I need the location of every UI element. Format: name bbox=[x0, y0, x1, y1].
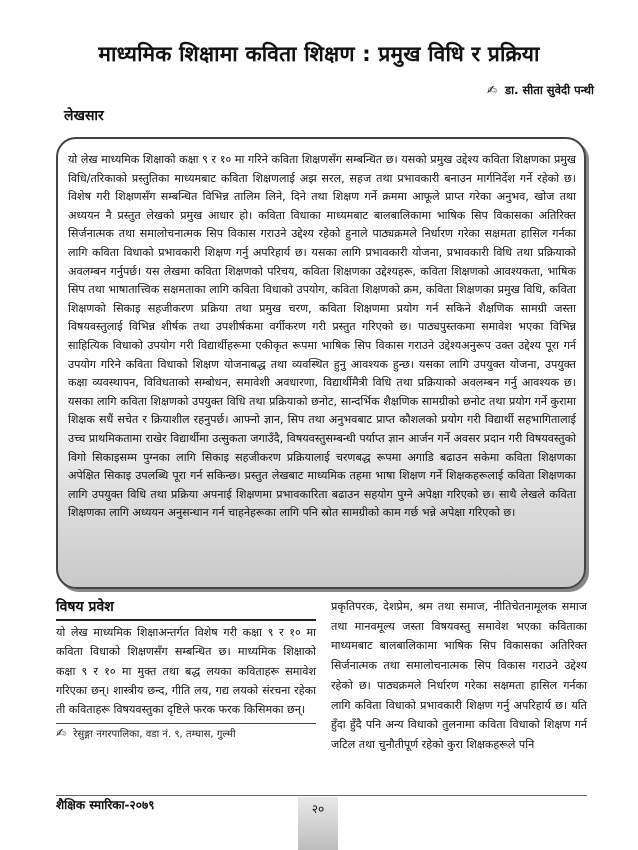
abstract-box bbox=[56, 137, 586, 589]
publication-name: शैक्षिक स्मारिका-२०७९ bbox=[56, 798, 155, 812]
pen-icon: ✍ bbox=[56, 726, 67, 741]
intro-heading: विषय प्रवेश bbox=[56, 597, 316, 621]
abstract-heading: लेखसार bbox=[64, 108, 104, 124]
author-name: डा. सीता सुवेदी पन्थी bbox=[505, 83, 594, 97]
abstract-text: यो लेख माध्यमिक शिक्षाको कक्षा ९ र १० मा गरिने कविता शिक्षणसँग सम्बन्धित छ। यसको प्रमुख उद्देश्य कविता शिक्षणका प्रमुख विधि/तरिकाको प्रस्तुतिका माध्यमबाट कविता शिक्षणलाई अझ सरल, सहज तथा प्रभावकारी बनाउन मार्गनिर्देश गर्ने रहेको छ। विशेष गरी शिक्षणसँग सम्बन्धित विभिन्न तालिम लिने, दिने तथा शिक्षण गर्ने क्रममा आफूले प्राप्त गरेका अनुभव, खोज तथा अध्ययन नै प्रस्तुत लेखको प्रमुख आधार हो। कविता विधाका माध्यमबाट बालबालिकामा भाषिक सिप विकासका अतिरिक्त सिर्जनात्मक तथा समालोचनात्मक सिप विकास गराउने उद्देश्य रहेको हुनाले पाठ्यक्रमले निर्धारण गरेका सक्षमता हासिल गर्नका लागि कविता विधाको प्रभावकारी शिक्षण गर्नु अपरिहार्य छ। यसका लागि प्रभावकारी योजना, प्रभावकारी विधि तथा प्रक्रियाको अवलम्बन गर्नुपर्छ। यस लेखमा कविता शिक्षणको परिचय, कविता शिक्षणका उद्देश्यहरू, कविता शिक्षणको आवश्यकता, भाषिक सिप तथा भाषातात्त्विक सक्षमताका लागि कविता विधाको उपयोग, कविता शिक्षणको क्रम, कविता शिक्षणका प्रमुख विधि, कविता शिक्षणको सिकाइ सहजीकरण प्रक्रिया तथा प्रमुख चरण, कविता शिक्षणमा प्रयोग गर्न सकिने शैक्षणिक सामग्री जस्ता विषयवस्तुलाई विभिन्न शीर्षक तथा उपशीर्षकमा वर्गीकरण गरी प्रस्तुत गरिएको छ। पाठ्यपुस्तकमा समावेश भएका विभिन्न साहित्यिक विधाको उपयोग गरी विद्यार्थीहरूमा एकीकृत रूपमा भाषिक सिप विकास गराउने उद्देश्यअनुरूप उक्त उद्देश्य पूरा गर्न उपयोग गरिने कविता विधाको शिक्षण योजनाबद्ध तथा व्यवस्थित हुनु आवश्यक हुन्छ। यसका लागि उपयुक्त योजना, उपयुक्त कक्षा व्यवस्थापन, विविधताको सम्बोधन, समावेशी अवधारणा, विद्यार्थीमैत्री विधि तथा प्रक्रियाको अवलम्बन गर्नु आवश्यक छ। यसका लागि कविता शिक्षणको उपयुक्त विधि तथा प्रक्रियाको छनोट, सान्दर्भिक शैक्षणिक सामग्रीको छनोट तथा प्रयोग गर्ने कुरामा शिक्षक सधैं सचेत र क्रियाशील रहनुपर्छ। आफ्नो ज्ञान, सिप तथा अनुभवबाट प्राप्त कौशलको प्रयोग गरी विद्यार्थी सहभागितालाई उच्च प्राथमिकतामा राखेर विद्यार्थीमा उत्सुकता जगाउँदै, विषयवस्तुसम्बन्धी पर्याप्त ज्ञान आर्जन गर्ने अवसर प्रदान गरी विषयवस्तुको विगो सिकाइसम्म पुग्नका लागि सिकाइ सहजीकरण प्रक्रियालाई चरणबद्ध रूपमा अगाडि बढाउन सकेमा कविता शिक्षणका अपेक्षित सिकाइ उपलब्धि पूरा गर्न सकिन्छ। प्रस्तुत लेखबाट माध्यमिक तहमा भाषा शिक्षण गर्ने शिक्षकहरूलाई कविता शिक्षणका लागि उपयुक्त विधि तथा प्रक्रिया अपनाई शिक्षणमा प्रभावकारिता बढाउन सहयोग पुग्ने अपेक्षा गरिएको छ। साथै लेखले कविता शिक्षणका लागि अध्ययन अनुसन्धान गर्न चाहनेहरूका लागि पनि स्रोत सामग्रीको काम गर्छ भन्ने अपेक्षा गरिएको छ। bbox=[68, 153, 576, 520]
author-footnote bbox=[56, 723, 316, 742]
intro-right-text: प्रकृतिपरक, देशप्रेम, श्रम तथा समाज, नीतिचेतनामूलक समाज तथा मानवमूल्य जस्ता विषयवस्तु समावेश भएका कविताका माध्यमबाट बालबालिकामा भाषिक सिप विकासका अतिरिक्त सिर्जनात्मक तथा समालोचनात्मक सिप विकास गराउने उद्देश्य रहेको छ। पाठ्यक्रमले निर्धारण गरेका सक्षमता हासिल गर्नका लागि कविता विधाको प्रभावकारी शिक्षण गर्नु अपरिहार्य छ। यति हुँदा हुँदै पनि अन्य विधाको तुलनामा कविता विधाको शिक्षण गर्न जटिल तथा चुनौतीपूर्ण रहेको कुरा शिक्षकहरूले पनि bbox=[331, 600, 587, 751]
page-number: २० bbox=[311, 802, 325, 816]
article-title: माध्यमिक शिक्षामा कविता शिक्षण : प्रमुख विधि र प्रक्रिया bbox=[98, 42, 540, 66]
footnote-text: रेसुङ्गा नगरपालिका, वडा नं. ९, तम्घास, गुल्मी bbox=[73, 729, 236, 741]
intro-left-text: यो लेख माध्यमिक शिक्षाअन्तर्गत विशेष गरी कक्षा ९ र १० मा कविता विधाको शिक्षणसँग सम्बन्धित छ। माध्यमिक शिक्षाको कक्षा ९ र १० मा मुक्त तथा बद्ध लयका कविताहरू समावेश गरिएका छन्। शास्त्रीय छन्द, गीति लय, गद्य लयको संरचना रहेका ती कविताहरू विषयवस्तुका दृष्टिले फरक फरक किसिमका छन्। bbox=[56, 626, 316, 717]
pen-icon: ✍ bbox=[486, 83, 497, 97]
left-column bbox=[56, 597, 316, 742]
author-line bbox=[487, 83, 594, 98]
right-column bbox=[331, 597, 587, 755]
